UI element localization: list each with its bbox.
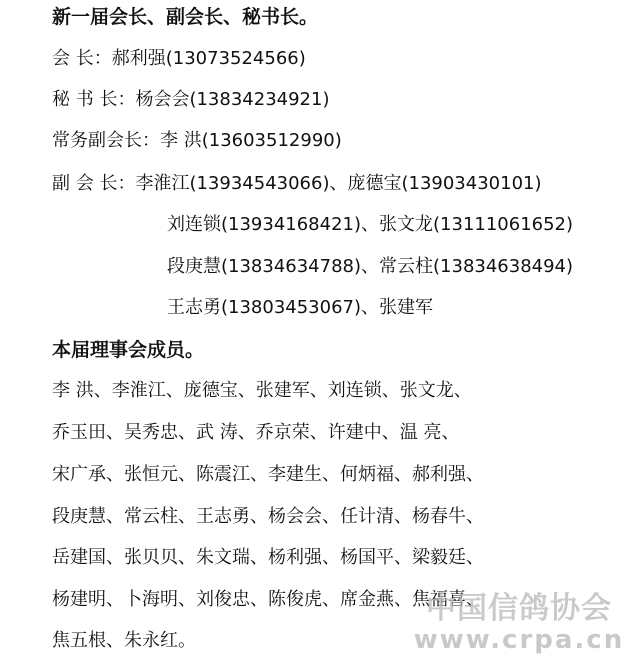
members-line: 岳建国、张贝贝、朱文瑞、杨利强、杨国平、梁毅廷、 <box>52 547 484 568</box>
vice-president-line: 段庚慧(13834634788)、常云柱(13834638494) <box>167 256 574 277</box>
site-watermark <box>412 592 626 654</box>
executive-vp-line <box>52 130 342 152</box>
watermark-url: www.crpa.cn <box>413 625 625 655</box>
vice-president-label: 副 会 长： <box>52 173 136 194</box>
members-line: 杨建明、卜海明、刘俊忠、陈俊虎、席金燕、焦福喜、 <box>52 589 484 610</box>
officers-heading: 新一届会长、副会长、秘书长。 <box>52 6 319 28</box>
president-line <box>52 48 306 70</box>
watermark-title: 中国信鸽协会 <box>426 591 612 626</box>
members-line: 宋广承、张恒元、陈震江、李建生、何炳福、郝利强、 <box>52 464 484 485</box>
vice-president-line: 刘连锁(13934168421)、张文龙(13111061652) <box>167 214 574 235</box>
vice-president-value: 李淮江(13934543066)、庞德宝(13903430101) <box>135 173 542 194</box>
secretary-value: 杨会会(13834234921) <box>135 89 330 110</box>
members-heading: 本届理事会成员。 <box>52 339 205 361</box>
executive-vp-label: 常务副会长： <box>52 130 160 151</box>
members-line: 李 洪、李淮江、庞德宝、张建军、刘连锁、张文龙、 <box>52 380 472 401</box>
president-label: 会 长： <box>52 48 112 69</box>
members-line: 焦五根、朱永红。 <box>52 630 196 651</box>
vice-president-line: 王志勇(13803453067)、张建军 <box>167 297 434 318</box>
secretary-label: 秘 书 长： <box>52 89 136 110</box>
vice-president-line <box>52 173 542 195</box>
secretary-line <box>52 89 329 111</box>
executive-vp-value: 李 洪(13603512990) <box>160 130 342 151</box>
president-value: 郝利强(13073524566) <box>111 48 306 69</box>
members-line: 乔玉田、吴秀忠、武 涛、乔京荣、许建中、温 亮、 <box>52 422 460 443</box>
members-line: 段庚慧、常云柱、王志勇、杨会会、任计清、杨春牛、 <box>52 506 484 527</box>
